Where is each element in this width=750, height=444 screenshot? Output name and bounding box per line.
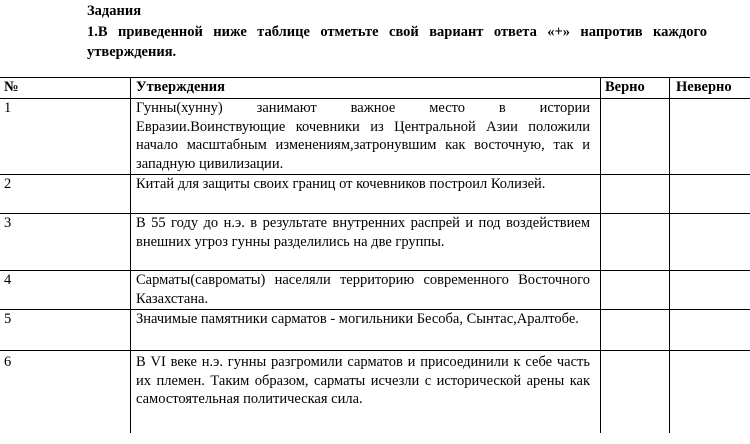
answer-cell-true[interactable] xyxy=(601,214,670,271)
statement-text: Гунны(хунну) занимают важное место в истории Евразии.Воинствующие кочевники из Центральной Азии положили начало масштабным изменениям,затронувшим как восточную, так и западную цивилизации. xyxy=(136,100,590,172)
row-number: 6 xyxy=(0,351,131,434)
answer-cell-false[interactable] xyxy=(670,214,750,271)
table-header-row xyxy=(0,78,750,99)
table-row xyxy=(0,310,750,351)
table-row xyxy=(0,351,750,434)
header-true: Верно xyxy=(601,78,670,99)
row-number: 5 xyxy=(0,310,131,351)
answer-cell-true[interactable] xyxy=(601,310,670,351)
table-row xyxy=(0,99,750,175)
statement-text: В 55 году до н.э. в результате внутренних распрей и под воздействием внешних угроз гунны разделились на две группы. xyxy=(136,215,590,250)
answer-cell-true[interactable] xyxy=(601,351,670,434)
answer-cell-false[interactable] xyxy=(670,351,750,434)
table-row xyxy=(0,175,750,214)
answer-cell-false[interactable] xyxy=(670,175,750,214)
answer-cell-true[interactable] xyxy=(601,175,670,214)
row-number: 1 xyxy=(0,99,131,175)
answer-cell-false[interactable] xyxy=(670,271,750,310)
answer-cell-false[interactable] xyxy=(670,99,750,175)
statement-text: В VI веке н.э. гунны разгромили сарматов и присоединили к себе часть их племен. Таким образом, сарматы исчезли с исторической арены как самостоятельная политическая сила. xyxy=(136,354,590,408)
statements-table xyxy=(0,77,750,433)
task-instruction: 1.В приведенной ниже таблице отметьте свой вариант ответа «+» напротив каждого утверждения. xyxy=(87,24,707,60)
row-number: 3 xyxy=(0,214,131,271)
statement-text: Китай для защиты своих границ от кочевников построил Колизей. xyxy=(136,176,546,192)
header-number: № xyxy=(0,78,131,99)
answer-cell-true[interactable] xyxy=(601,99,670,175)
page-heading: Задания xyxy=(87,3,142,19)
row-number: 2 xyxy=(0,175,131,214)
table-row xyxy=(0,214,750,271)
row-statement xyxy=(131,214,601,271)
row-statement xyxy=(131,351,601,434)
row-statement xyxy=(131,175,601,214)
header-false: Неверно xyxy=(670,78,750,99)
header-statement: Утверждения xyxy=(131,78,601,99)
row-statement xyxy=(131,271,601,310)
statement-text: Значимые памятники сарматов - могильники Бесоба, Сынтас,Аралтобе. xyxy=(136,311,579,327)
answer-cell-false[interactable] xyxy=(670,310,750,351)
table-row xyxy=(0,271,750,310)
statement-text: Сарматы(савроматы) населяли территорию современного Восточного Казахстана. xyxy=(136,272,590,307)
row-statement xyxy=(131,310,601,351)
row-statement xyxy=(131,99,601,175)
answer-cell-true[interactable] xyxy=(601,271,670,310)
row-number: 4 xyxy=(0,271,131,310)
